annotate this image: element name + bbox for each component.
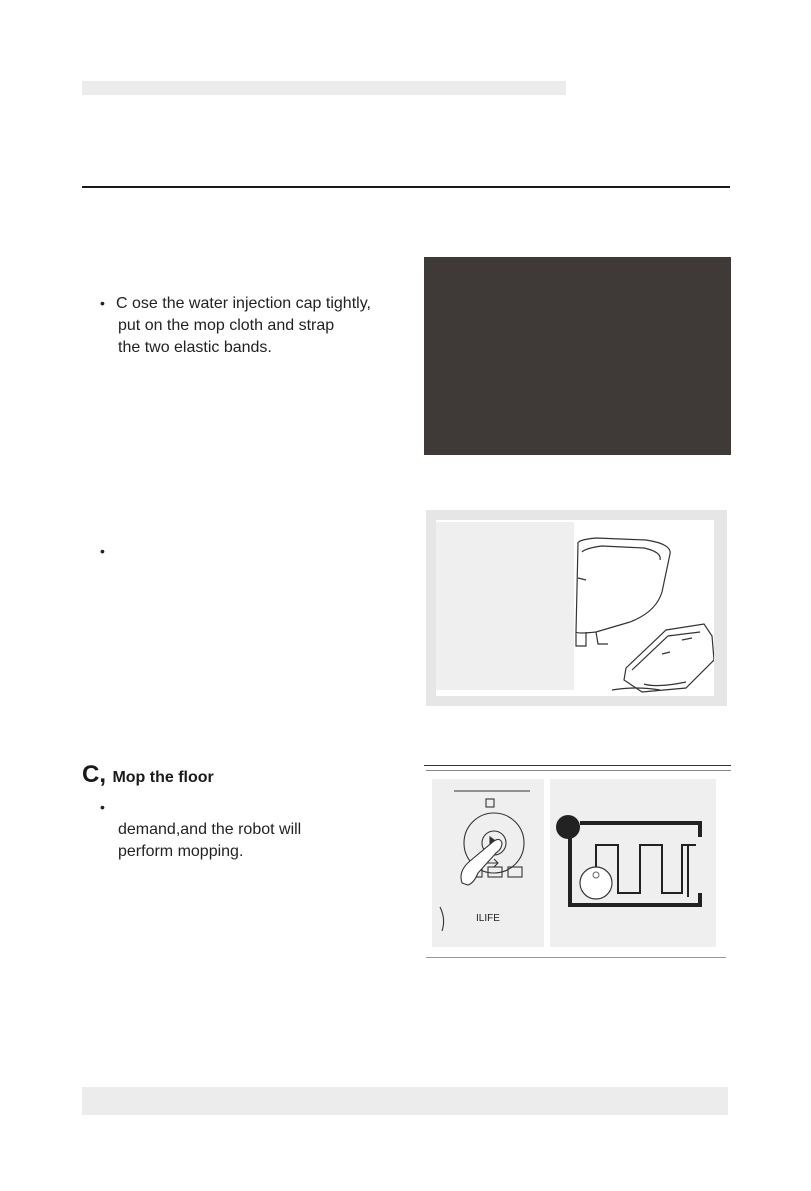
- step-a-instructions: [100, 292, 371, 359]
- section-c-line-2: perform mopping.: [118, 843, 244, 860]
- bullet-icon: •: [100, 543, 105, 559]
- robot-water-tank-drawing: [436, 520, 714, 696]
- illustration-frame: [436, 520, 714, 696]
- bullet-icon: •: [100, 295, 105, 311]
- mop-cloth-photo: [424, 257, 731, 455]
- step-b-instructions: [100, 540, 116, 563]
- step-a-line-2: put on the mop cloth and strap: [118, 317, 335, 334]
- section-c-instructions: [100, 796, 301, 863]
- footer-bar: [82, 1087, 728, 1115]
- home-icon: [486, 799, 494, 807]
- mopping-path-drawing: [550, 779, 716, 947]
- finger-icon: [461, 839, 502, 885]
- section-c-heading: [82, 761, 214, 789]
- header-bar: [82, 81, 566, 95]
- section-letter: C,: [82, 761, 106, 788]
- bullet-icon: •: [100, 799, 105, 815]
- step-a-line-1: • C ose the water injection cap tightly,: [100, 292, 371, 315]
- remote-control-panel: [432, 779, 544, 947]
- figure-baseline: [426, 957, 726, 958]
- mop-floor-figure: [426, 770, 731, 966]
- water-tank-illustration: [426, 510, 727, 706]
- remote-brand-label: ILIFE: [476, 913, 500, 924]
- step-a-line-3: the two elastic bands.: [118, 339, 272, 356]
- mopping-path-panel: [550, 779, 716, 947]
- section-c-line-0: [100, 796, 301, 819]
- section-divider: [82, 186, 730, 188]
- section-title: Mop the floor: [112, 769, 214, 786]
- section-c-line-1: demand,and the robot will: [118, 821, 302, 838]
- figure-top-rule: [424, 765, 731, 766]
